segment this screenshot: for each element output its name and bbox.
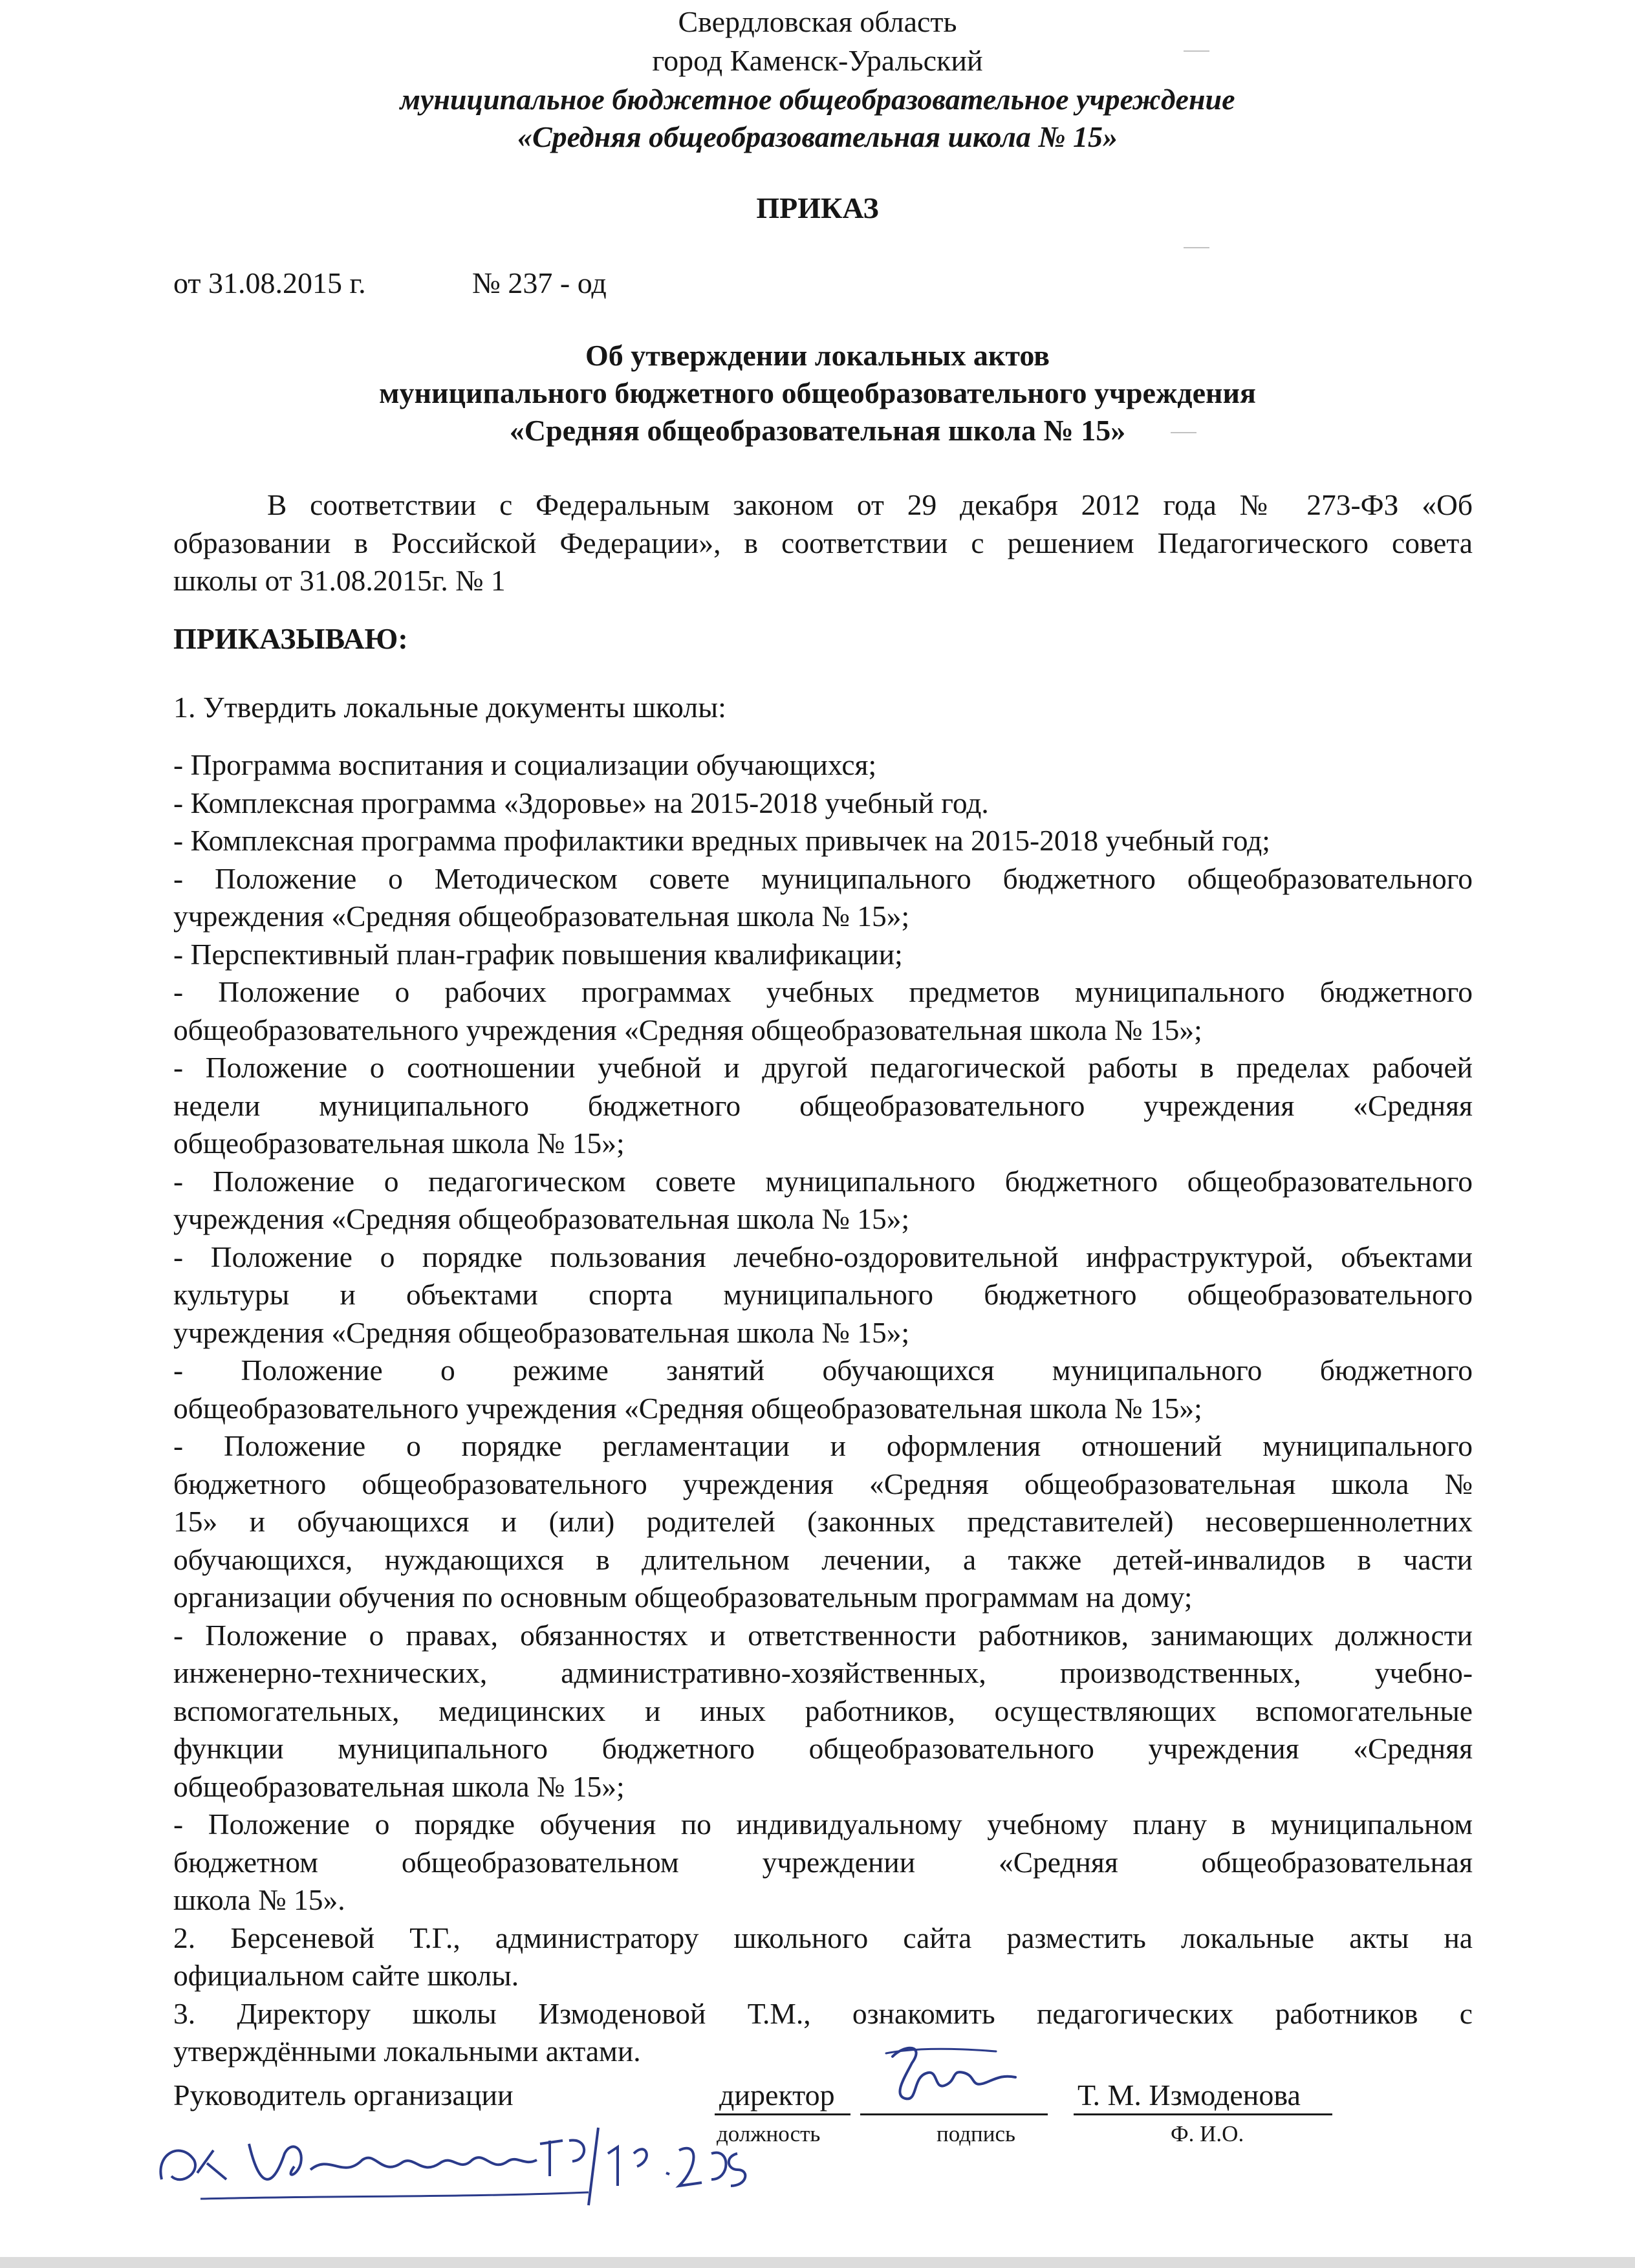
list-line: недели муниципального бюджетного общеобразовательного учреждения «Средняя [173,1088,1473,1122]
preamble-line: В соответствии с Федеральным законом от 29 декабря 2012 года № 273-ФЗ «Об [267,488,1473,521]
signature-name: Т. М. Измоденова [1077,2079,1301,2111]
list-line: утверждёнными локальными актами. [173,2035,641,2068]
list-line: обучающихся, нуждающихся в длительном лечении, а также детей-инвалидов в части [173,1542,1473,1576]
scan-mark [1184,50,1209,52]
list-line: - Комплексная программа «Здоровье» на 2015-2018 учебный год. [173,786,989,819]
list-line: организации обучения по основным общеобразовательным программам на дому; [173,1581,1193,1614]
list-line: общеобразовательная школа № 15»; [173,1769,625,1803]
list-line: - Положение о порядке обучения по индивидуальному учебному плану в муниципальном [173,1808,1473,1841]
org-line-1: муниципальное бюджетное общеобразовательное учреждение [400,83,1235,116]
preamble-line: школы от 31.08.2015г. № 1 [173,564,506,597]
list-line: бюджетного общеобразовательного учреждения «Средняя общеобразовательная школа № [173,1467,1473,1500]
city-line: город Каменск-Уральский [652,44,983,77]
list-line: учреждения «Средняя общеобразовательная школа № 15»; [173,900,910,933]
sign-caption: подпись [937,2121,1015,2146]
list-line: учреждения «Средняя общеобразовательная школа № 15»; [173,1315,910,1349]
org-line-2: «Средняя общеобразовательная школа № 15» [517,120,1118,153]
scan-bottom-edge [0,2257,1635,2268]
list-line: вспомогательных, медицинских и иных работников, осуществляющих вспомогательные [173,1694,1473,1727]
preamble-line: образовании в Российской Федерации», в соответствии с решением Педагогического совета [173,526,1473,559]
order-word: ПРИКАЗЫВАЮ: [173,622,408,655]
order-number: № 237 - од [472,266,607,299]
order-date: от 31.08.2015 г. [173,266,366,299]
list-line: - Перспективный план-график повышения квалификации; [173,937,903,971]
list-line: учреждения «Средняя общеобразовательная школа № 15»; [173,1202,910,1235]
signature-position: директор [719,2079,835,2111]
list-line: - Положение о порядке регламентации и оформления отношений муниципального [173,1429,1473,1462]
list-line: - Положение о соотношении учебной и другой педагогической работы в пределах рабочей [173,1051,1473,1084]
name-caption: Ф. И.О. [1171,2121,1244,2146]
list-line: - Положение о порядке пользования лечебно-оздоровительной инфраструктурой, объектами [173,1240,1473,1273]
list-line: общеобразовательного учреждения «Средняя общеобразовательная школа № 15»; [173,1013,1202,1046]
list-line: - Положение о правах, обязанностях и ответственности работников, занимающих должности [173,1618,1473,1652]
director-signature-icon [867,2037,1048,2115]
list-line: - Положение о режиме занятий обучающихся муниципального бюджетного [173,1354,1473,1387]
subject-line-1: Об утверждении локальных актов [585,339,1050,372]
list-line: общеобразовательная школа № 15»; [173,1127,625,1160]
order-title: ПРИКАЗ [756,191,879,224]
list-line: официальном сайте школы. [173,1959,519,1992]
list-line: 2. Берсеневой Т.Г., администратору школьного сайта разместить локальные акты на [173,1921,1473,1954]
list-line: 3. Директору школы Измоденовой Т.М., ознакомить педагогических работников с [173,1996,1473,2030]
scan-mark [1171,432,1196,433]
signature-role: Руководитель организации [173,2079,514,2111]
list-line: инженерно-технических, административно-хозяйственных, производственных, учебно- [173,1656,1473,1689]
list-line: - Положение о педагогическом совете муниципального бюджетного общеобразовательного [173,1164,1473,1198]
preamble [173,486,1473,600]
list-line: 15» и обучающихся и (или) родителей (законных представителей) несовершеннолетних [173,1505,1473,1538]
list-line: - Положение о рабочих программах учебных предметов муниципального бюджетного [173,975,1473,1008]
list-line: функции муниципального бюджетного общеобразовательного учреждения «Средняя [173,1732,1473,1765]
item-1-title: 1. Утвердить локальные документы школы: [173,691,726,724]
list-line: культуры и объектами спорта муниципального бюджетного общеобразовательного [173,1278,1473,1311]
name-underline [1074,2113,1332,2115]
local-acts-list [173,746,1473,2071]
subject-line-3: «Средняя общеобразовательная школа № 15» [509,414,1126,447]
scan-mark [1184,247,1209,248]
list-line: - Комплексная программа профилактики вредных привычек на 2015-2018 учебный год; [173,824,1270,857]
subject-line-2: муниципального бюджетного общеобразовательного учреждения [379,376,1256,409]
region-line: Свердловская область [678,5,957,38]
list-line: общеобразовательного учреждения «Средняя общеобразовательная школа № 15»; [173,1391,1202,1425]
list-line: бюджетном общеобразовательном учреждении «Средняя общеобразовательная [173,1845,1473,1879]
list-line: - Программа воспитания и социализации обучающихся; [173,748,877,781]
list-line: - Положение о Методическом совете муниципального бюджетного общеобразовательного [173,861,1473,895]
handwritten-acknowledgement-icon [136,2115,757,2212]
position-caption: должность [717,2121,821,2146]
list-line: школа № 15». [173,1883,345,1916]
